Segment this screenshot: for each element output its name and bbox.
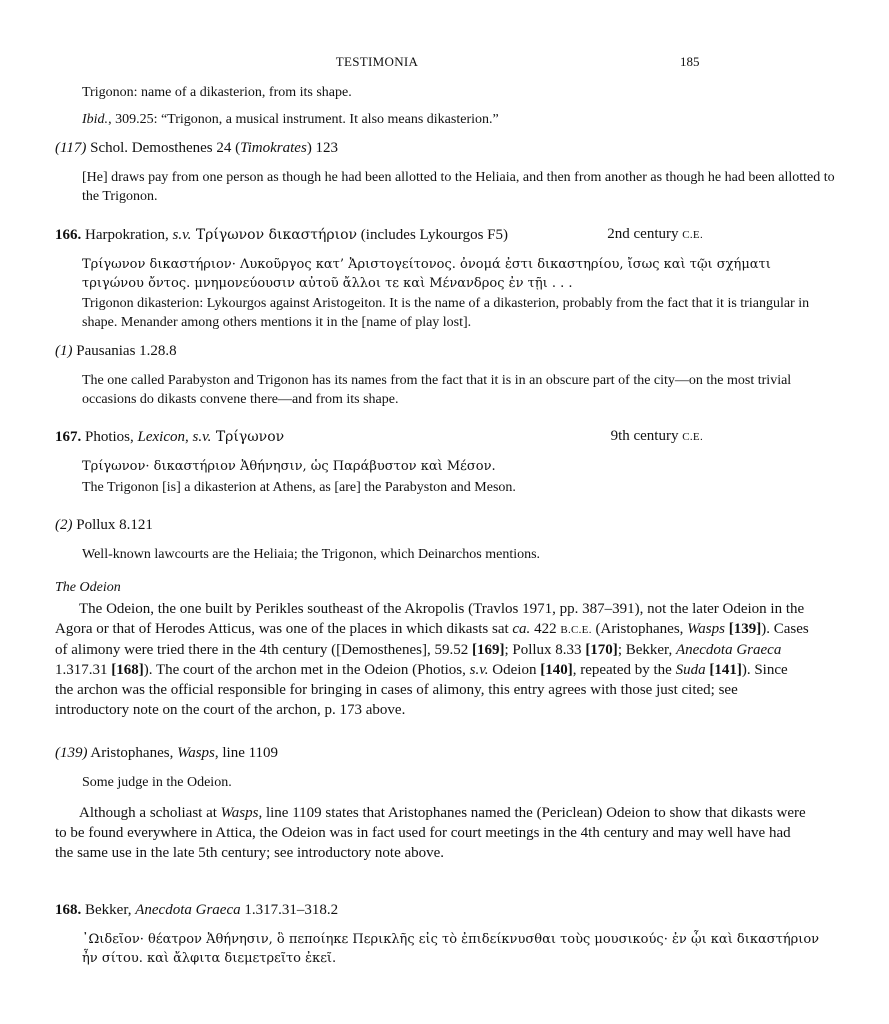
paragraph-scholiast: Although a scholiast at Wasps, line 1109 states that Aristophanes named the (Periclean) Odeion to show that dikasts were to be found everywhere in Attica, the Odeion was in fact used for court meetings in the 4th century and may well have had the same use in the late 5th century; see introductory note above. [55, 805, 806, 861]
entry-167-heading: 167. Photios, Lexicon, s.v. Τρίγωνον 9th century C.E. [55, 428, 703, 445]
ref-number: (139) [55, 745, 88, 761]
page-number: 185 [680, 54, 700, 69]
reference-139: (139) Aristophanes, Wasps, line 1109 [55, 745, 279, 761]
running-header: TESTIMONIA [335, 54, 419, 69]
entry-number: 168. [55, 902, 82, 918]
entry-date: 9th century C.E. [610, 428, 703, 444]
work-title: Timokrates [240, 140, 307, 156]
reference-2: (2) Pollux 8.121 [55, 517, 153, 533]
translation-166: Trigonon dikasterion: Lykourgos against Aristogeiton. It is the name of a dikasterion, probably from the fact that it is triangular in shape. Menander among others mentions it in the [name of play lost]. [82, 296, 810, 330]
entry-166-heading: 166. Harpokration, s.v. Τρίγωνον δικαστήριον (includes Lykourgos F5) 2nd century C.E. [55, 226, 703, 243]
entry-168-heading: 168. Bekker, Anecdota Graeca 1.317.31–318.2 [55, 902, 339, 918]
paragraph-ibid: Ibid., 309.25: “Trigonon, a musical instrument. It also means dikasterion.” [82, 112, 499, 127]
entry-number: 166. [55, 227, 82, 243]
paragraph-trigonon-name: Trigonon: name of a dikasterion, from its shape. [82, 85, 352, 100]
translation-167: The Trigonon [is] a dikasterion at Athens, as [are] the Parabyston and Meson. [82, 480, 516, 495]
odeion-paragraph: The Odeion, the one built by Perikles southeast of the Akropolis (Travlos 1971, pp. 387–391), not the later Odeion in the Agora or that of Herodes Atticus, was one of the places in which dikasts sat ca. 422 B.C.E. (Aristophanes, Wasps [139]). Cases of alimony were tried there in the 4th century ([Demosthenes], 59.52 [169]; Pollux 8.33 [170]; Bekker, Anecdota Graeca 1.317.31 [168]). The court of the archon met in the Odeion (Photios, s.v. Odeion [140], repeated by the Suda [141]). Since the archon was the official responsible for bringing in cases of alimony, this entry agrees with those just cited; see introductory note on the court of the archon, p. 173 above. [55, 601, 809, 718]
ref-number: (117) [55, 140, 87, 156]
entry-date: 2nd century C.E. [607, 226, 703, 242]
ibid-abbrev: Ibid. [82, 112, 109, 127]
paragraph-pollux: Well-known lawcourts are the Heliaia; the Trigonon, which Deinarchos mentions. [82, 547, 541, 562]
ref-number: (2) [55, 517, 73, 533]
paragraph-heliaia-pay: [He] draws pay from one person as though he had been allotted to the Heliaia, and then from another as though he had been allotted to the Trigonon. [82, 170, 835, 204]
work-title: Wasps [177, 745, 215, 761]
ref-number: (1) [55, 343, 73, 359]
section-heading-odeion: The Odeion [55, 580, 121, 595]
greek-text-166: Τρίγωνον δικαστήριον· Λυκοῦργος κατ’ Ἀριστογείτονος. ὀνομά ἐστι δικαστηρίου, ἴσως καὶ τῷι σχήματι τριγώνου ὄντος. μνημονεύουσιν αὐτοῦ ἄλλοι τε καὶ Μένανδρος ἐν τῇι . . . [82, 257, 771, 291]
greek-text-167: Τρίγωνον· δικαστήριον Ἀθήνησιν, ὡς Παράβυστον καὶ Μέσον. [82, 459, 496, 474]
paragraph-parabyston: The one called Parabyston and Trigonon has its names from the fact that it is in an obscure part of the city—on the most trivial occasions do dikasts convene there—and from its shape. [82, 373, 792, 407]
paragraph-judge: Some judge in the Odeion. [82, 775, 232, 790]
entry-number: 167. [55, 429, 82, 445]
greek-text-168: ᾿Ωιδεῖον· θέατρον Ἀθήνησιν, ὃ πεποίηκε Περικλῆς εἰς τὸ ἐπιδείκνυσθαι τοὺς μουσικούς· ἐν ᾧι καὶ δικαστήριον ἦν σίτου. καὶ ἄλφιτα διεμετρεῖτο ἐκεῖ. [82, 932, 820, 966]
reference-117: (117) Schol. Demosthenes 24 (Timokrates) 123 [55, 140, 339, 156]
reference-1: (1) Pausanias 1.28.8 [55, 343, 177, 359]
